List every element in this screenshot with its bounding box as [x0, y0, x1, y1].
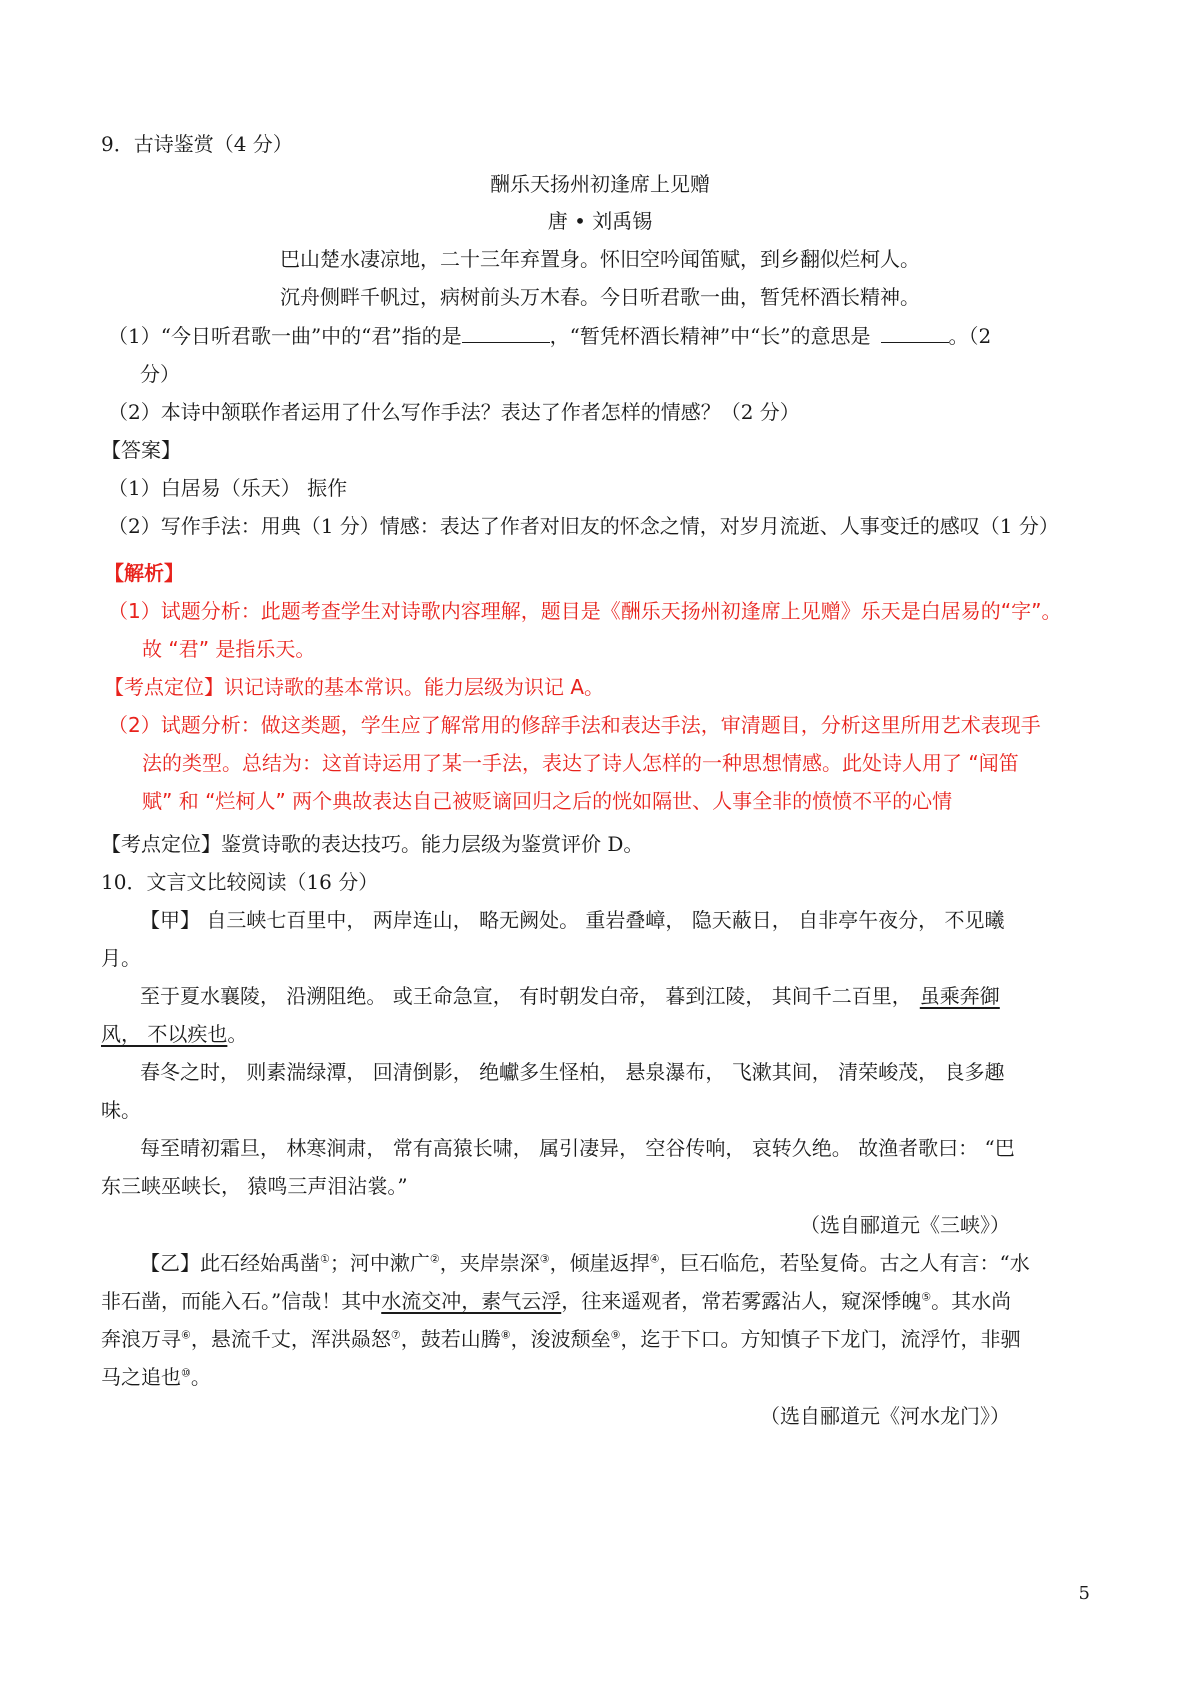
underlined-phrase-1: 虽乘奔御 [919, 984, 1000, 1008]
answer-label: 【答案】 [101, 438, 181, 462]
page-number: 5 [1078, 1583, 1090, 1604]
q9-subquestion-2: （2）本诗中颔联作者运用了什么写作手法？表达了作者怎样的情感？（2 分） [108, 400, 800, 424]
poem-author: 唐 • 刘禹锡 [547, 209, 653, 233]
answer-1: （1）白居易（乐天） 振作 [108, 476, 348, 500]
kaodian-2: 【考点定位】鉴赏诗歌的表达技巧。能力层级为鉴赏评价 D。 [101, 832, 644, 856]
analysis-2-line-1: （2）试题分析：做这类题，学生应了解常用的修辞手法和表达手法，审清题目，分析这里所用艺术表现手 [108, 713, 1041, 737]
analysis-2-line-3: 赋” 和 “烂柯人” 两个典故表达自己被贬谪回归之后的恍如隔世、人事全非的愤愤不平的心情 [142, 789, 953, 813]
jia-paragraph-4-line-2: 东三峡巫峡长， 猿鸣三声泪沾裳。” [101, 1174, 408, 1198]
answer-blank-1[interactable] [462, 322, 550, 343]
q9-subquestion-1-cont: 分） [140, 362, 180, 386]
poem-line-2: 沉舟侧畔千帆过，病树前头万木春。今日听君歌一曲，暂凭杯酒长精神。 [280, 285, 920, 309]
jia-paragraph-3-line-2: 味。 [101, 1098, 141, 1122]
yi-paragraph-line-4: 马之追也⑩。 [101, 1365, 211, 1389]
jia-paragraph-2-line-2: 风， 不以疾也。 [101, 1022, 248, 1046]
q10-title: 10．文言文比较阅读（16 分） [101, 870, 379, 894]
yi-source: （选自郦道元《河水龙门》） [760, 1404, 1010, 1428]
jia-paragraph-3-line-1: 春冬之时， 则素湍绿潭， 回清倒影， 绝巘多生怪柏， 悬泉瀑布， 飞漱其间， 清荣峻茂， 良多趣 [140, 1060, 1005, 1084]
poem-line-1: 巴山楚水凄凉地，二十三年弃置身。怀旧空吟闻笛赋，到乡翻似烂柯人。 [280, 247, 920, 271]
jia-paragraph-2-line-1: 至于夏水襄陵， 沿溯阻绝。 或王命急宣， 有时朝发白帝， 暮到江陵， 其间千二百里， 虽乘奔御 [140, 984, 1000, 1008]
jia-paragraph-1-line-2: 月。 [101, 946, 141, 970]
answer-2: （2）写作手法：用典（1 分）情感：表达了作者对旧友的怀念之情，对岁月流逝、人事变迁的感叹（1 分） [108, 514, 1059, 538]
jia-paragraph-1-line-1: 【甲】 自三峡七百里中， 两岸连山， 略无阙处。 重岩叠嶂， 隐天蔽日， 自非亭午夜分， 不见曦 [140, 908, 1005, 932]
q9-title: 9．古诗鉴赏（4 分） [101, 132, 293, 156]
analysis-1-line-1: （1）试题分析：此题考查学生对诗歌内容理解，题目是《酬乐天扬州初逢席上见赠》乐天是白居易的“字”。 [108, 599, 1062, 623]
answer-blank-2[interactable] [881, 322, 949, 343]
poem-title: 酬乐天扬州初逢席上见赠 [490, 172, 710, 196]
kaodian-1: 【考点定位】识记诗歌的基本常识。能力层级为识记 A。 [104, 675, 605, 699]
yi-paragraph-line-2: 非石凿，而能入石。”信哉！其中水流交冲，素气云浮，往来遥观者，常若雾露沾人，窥深悸魄⑤。其水尚 [101, 1289, 1012, 1313]
q9-subquestion-1: （1）“今日听君歌一曲”中的“君”指的是 ，“暂凭杯酒长精神”中“长”的意思是 。（2 [108, 324, 992, 348]
underlined-phrase-2: 风， 不以疾也 [101, 1022, 228, 1046]
underlined-phrase-3: 水流交冲，素气云浮 [381, 1289, 562, 1313]
analysis-1-line-2: 故 “君” 是指乐天。 [142, 637, 316, 661]
yi-paragraph-line-3: 奔浪万寻⑥，悬流千丈，浑洪赑怒⑦，鼓若山腾⑧，浚波颓垒⑨，迄于下口。方知慎子下龙门，流浮竹，非驷 [101, 1327, 1021, 1351]
analysis-label: 【解析】 [104, 561, 184, 585]
jia-paragraph-4-line-1: 每至晴初霜旦， 林寒涧肃， 常有高猿长啸， 属引凄异， 空谷传响， 哀转久绝。 故渔者歌曰： “巴 [140, 1136, 1015, 1160]
yi-paragraph-line-1: 【乙】此石经始禹凿①；河中漱广②，夹岸崇深③，倾崖返捍④，巨石临危，若坠复倚。古之人有言：“水 [140, 1251, 1030, 1275]
jia-source: （选自郦道元《三峡》） [800, 1213, 1010, 1237]
analysis-2-line-2: 法的类型。总结为：这首诗运用了某一手法，表达了诗人怎样的一种思想情感。此处诗人用了 “闻笛 [142, 751, 1019, 775]
